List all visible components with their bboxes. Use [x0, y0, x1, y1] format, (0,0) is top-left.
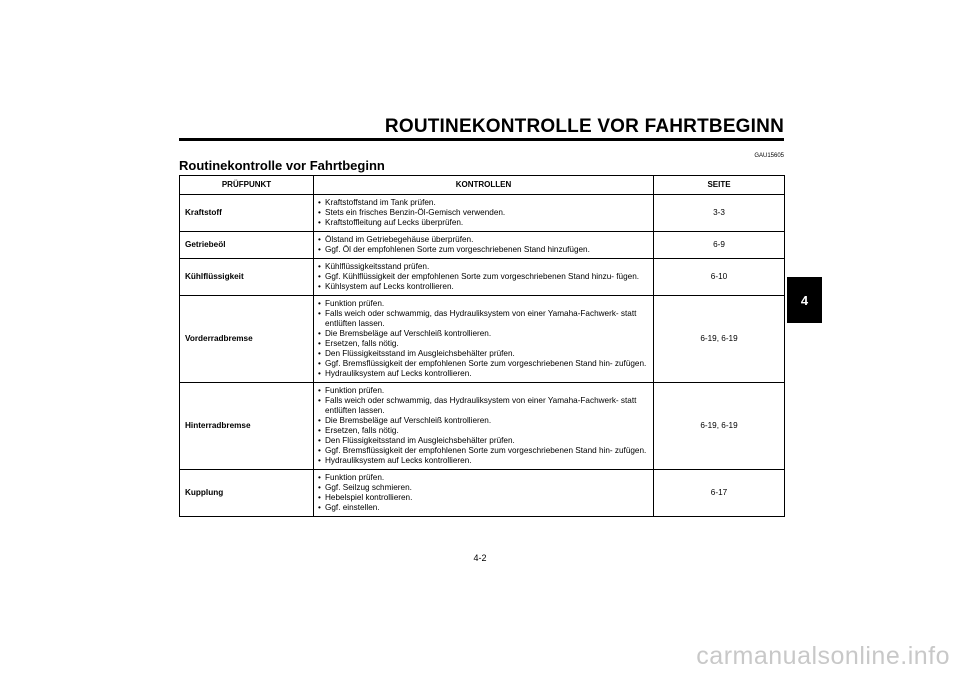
column-header-item: PRÜFPUNKT: [180, 176, 314, 195]
check-item: • Ersetzen, falls nötig.: [318, 426, 649, 436]
row-item: Kraftstoff: [180, 195, 314, 232]
page-number: 4-2: [473, 553, 487, 563]
section-title: Routinekontrolle vor Fahrtbeginn: [179, 158, 385, 173]
check-item: • Die Bremsbeläge auf Verschleiß kontrollieren.: [318, 329, 649, 339]
table-row: [180, 232, 785, 259]
table-row: [180, 470, 785, 517]
check-item: • Hydrauliksystem auf Lecks kontrollieren.: [318, 369, 649, 379]
table-header-row: [180, 176, 785, 195]
row-checks: [314, 296, 654, 383]
check-item: • Kühlsystem auf Lecks kontrollieren.: [318, 282, 649, 292]
table-row: [180, 383, 785, 470]
check-item: • Ggf. Bremsflüssigkeit der empfohlenen Sorte zum vorgeschriebenen Stand hin- zufügen.: [318, 359, 649, 369]
row-checks: [314, 232, 654, 259]
row-item: Kühlflüssigkeit: [180, 259, 314, 296]
check-item: • Kühlflüssigkeitsstand prüfen.: [318, 262, 649, 272]
inspection-table: [179, 175, 785, 517]
row-checks: [314, 259, 654, 296]
table-row: [180, 259, 785, 296]
check-item: • Ggf. Seilzug schmieren.: [318, 483, 649, 493]
header-rule: [179, 138, 784, 141]
chapter-tab: [787, 277, 822, 323]
page-header-title: ROUTINEKONTROLLE VOR FAHRTBEGINN: [384, 116, 784, 137]
check-item: • Falls weich oder schwammig, das Hydrauliksystem von einer Yamaha-Fachwerk- statt entlüften lassen.: [318, 396, 649, 416]
check-item: • Ggf. einstellen.: [318, 503, 649, 513]
row-page: 3-3: [654, 195, 785, 232]
column-header-page: SEITE: [654, 176, 785, 195]
row-page: 6-19, 6-19: [654, 383, 785, 470]
check-item: • Die Bremsbeläge auf Verschleiß kontrollieren.: [318, 416, 649, 426]
row-item: Vorderradbremse: [180, 296, 314, 383]
check-item: • Den Flüssigkeitsstand im Ausgleichsbehälter prüfen.: [318, 349, 649, 359]
row-page: 6-19, 6-19: [654, 296, 785, 383]
check-item: • Ggf. Bremsflüssigkeit der empfohlenen Sorte zum vorgeschriebenen Stand hin- zufügen.: [318, 446, 649, 456]
table-row: [180, 195, 785, 232]
row-item: Kupplung: [180, 470, 314, 517]
row-checks: [314, 470, 654, 517]
row-page: 6-9: [654, 232, 785, 259]
watermark-text[interactable]: carmanualsonline.info: [696, 642, 950, 670]
check-item: • Funktion prüfen.: [318, 386, 649, 396]
check-item: • Funktion prüfen.: [318, 473, 649, 483]
check-item: • Kraftstoffstand im Tank prüfen.: [318, 198, 649, 208]
row-page: 6-10: [654, 259, 785, 296]
row-checks: [314, 195, 654, 232]
check-item: • Kraftstoffleitung auf Lecks überprüfen.: [318, 218, 649, 228]
check-item: • Hebelspiel kontrollieren.: [318, 493, 649, 503]
check-item: • Den Flüssigkeitsstand im Ausgleichsbehälter prüfen.: [318, 436, 649, 446]
table-row: [180, 296, 785, 383]
chapter-tab-number: 4: [800, 292, 809, 308]
document-code: GAU15605: [754, 153, 784, 159]
check-item: • Falls weich oder schwammig, das Hydrauliksystem von einer Yamaha-Fachwerk- statt entlüften lassen.: [318, 309, 649, 329]
column-header-checks: KONTROLLEN: [314, 176, 654, 195]
check-item: • Funktion prüfen.: [318, 299, 649, 309]
check-item: • Ersetzen, falls nötig.: [318, 339, 649, 349]
row-checks: [314, 383, 654, 470]
row-page: 6-17: [654, 470, 785, 517]
check-item: • Ölstand im Getriebegehäuse überprüfen.: [318, 235, 649, 245]
check-item: • Hydrauliksystem auf Lecks kontrollieren.: [318, 456, 649, 466]
check-item: • Ggf. Kühlflüssigkeit der empfohlenen Sorte zum vorgeschriebenen Stand hinzu- fügen.: [318, 272, 649, 282]
check-item: • Ggf. Öl der empfohlenen Sorte zum vorgeschriebenen Stand hinzufügen.: [318, 245, 649, 255]
row-item: Hinterradbremse: [180, 383, 314, 470]
check-item: • Stets ein frisches Benzin-Öl-Gemisch verwenden.: [318, 208, 649, 218]
row-item: Getriebeöl: [180, 232, 314, 259]
